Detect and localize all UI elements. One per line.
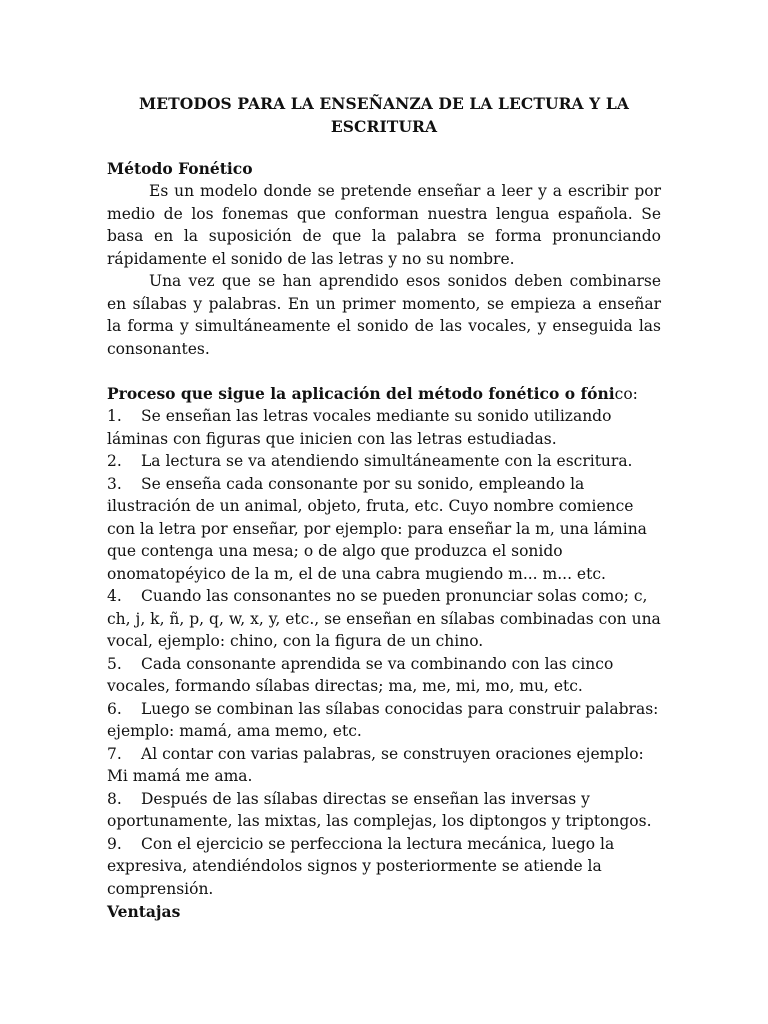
list-item-number: 4. [107,587,122,605]
section-heading-metodo-fonetico: Método Fonético [107,159,253,178]
list-item-number: 1. [107,407,122,425]
paragraph-1: Es un modelo donde se pretende enseñar a leer y a escribir por medio de los fonemas que conforman nuestra lengua española. Se basa en la suposición de que la palabra se forma pronunciando rápidamente el sonido de las letras y no su nombre. [107,182,661,268]
list-item-number: 3. [107,474,122,493]
list-item [107,653,661,698]
list-item-text: Se enseñan las letras vocales mediante su sonido utilizando láminas con figuras que inicien con las letras estudiadas. [107,407,612,448]
list-item-number: 8. [107,789,122,808]
section-heading-proceso [107,383,638,405]
list-item-text: Al contar con varias palabras, se construyen oraciones ejemplo: Mi mamá me ama. [107,744,644,785]
paragraph-2: Una vez que se han aprendido esos sonidos deben combinarse en sílabas y palabras. En un primer momento, se empieza a enseñar la forma y simultáneamente el sonido de las vocales, y enseguida las consonantes. [107,272,661,358]
list-item [107,405,661,450]
process-list [107,405,661,900]
list-item [107,743,661,788]
list-item [107,473,661,586]
list-item-number: 7. [107,744,122,763]
list-item-text: La lectura se va atendiendo simultáneamente con la escritura. [141,452,633,470]
document-title: METODOS PARA LA ENSEÑANZA DE LA LECTURA Y LA ESCRITURA [139,94,629,136]
list-item [107,788,661,833]
section-heading-proceso-tail: co: [614,385,638,403]
list-item-number: 2. [107,452,122,470]
list-item-number: 6. [107,699,122,718]
list-item-text: Se enseña cada consonante por su sonido, empleando la ilustración de un animal, objeto, fruta, etc. Cuyo nombre comience con la letra por enseñar, por ejemplo: para enseñar la m, una lámina que contenga una mesa; o de algo que produzca el sonido onomatopéyico de la m, el de una cabra mugiendo m... m... etc. [107,474,647,583]
list-item [107,833,661,901]
list-item-text: Con el ejercicio se perfecciona la lectura mecánica, luego la expresiva, atendiéndolos signos y posteriormente se atiende la comprensión. [107,834,615,898]
list-item [107,698,661,743]
list-item [107,450,661,473]
list-item-text: Cuando las consonantes no se pueden pronunciar solas como; c, ch, j, k, ñ, p, q, w, x, y, etc., se enseñan en sílabas combinadas con una vocal, ejemplo: chino, con la figura de un chino. [107,587,661,650]
list-item [107,585,661,653]
section-heading-proceso-main: Proceso que sigue la aplicación del método fonético o fóni [107,384,615,403]
list-item-number: 9. [107,834,122,853]
list-item-text: Después de las sílabas directas se enseñan las inversas y oportunamente, las mixtas, las complejas, los diptongos y triptongos. [107,789,652,830]
section-heading-ventajas: Ventajas [107,902,181,921]
list-item-text: Luego se combinan las sílabas conocidas para construir palabras: ejemplo: mamá, ama memo, etc. [107,699,659,740]
list-item-text: Cada consonante aprendida se va combinando con las cinco vocales, formando sílabas directas; ma, me, mi, mo, mu, etc. [107,654,614,695]
list-item-number: 5. [107,654,122,673]
